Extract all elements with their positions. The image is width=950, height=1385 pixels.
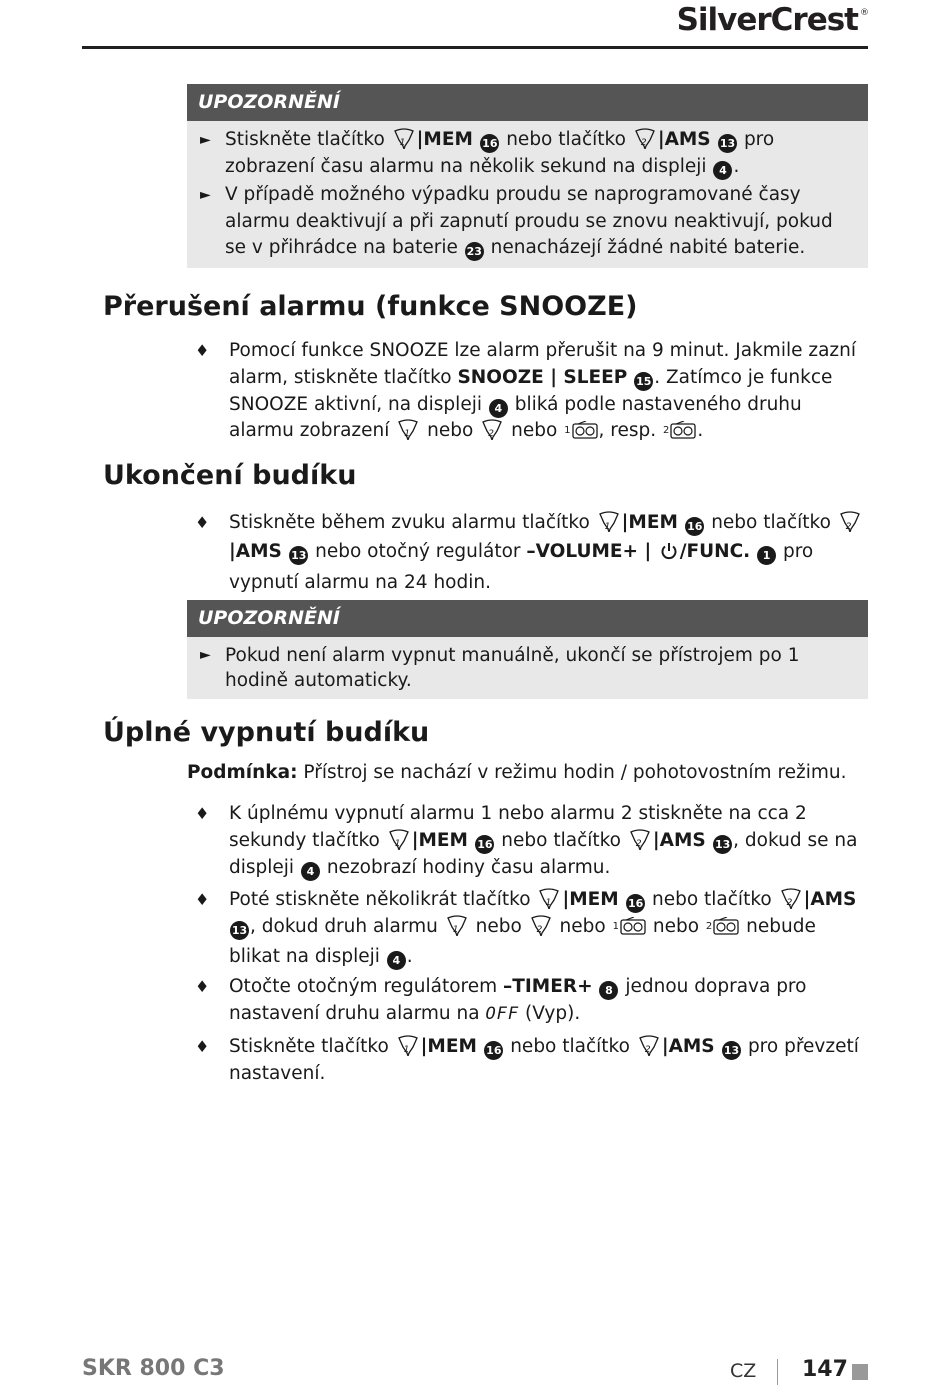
diamond-bullet-icon: ♦ [195, 341, 210, 360]
diamond-bullet-icon: ♦ [195, 513, 210, 532]
registered-mark: ® [860, 8, 868, 18]
footer-divider [777, 1359, 778, 1385]
footer-model: SKR 800 C3 [82, 1356, 225, 1381]
brand-logo [677, 2, 868, 38]
ref-8-icon: 8 [599, 981, 618, 1000]
note-item: ► Stiskněte tlačítko 1 |MEM 16 nebo tlačítko 2 |AMS 13 pro zobrazení času alarmu na několik sekund na displeji 4 . [197, 127, 854, 180]
note-item: ► Pokud není alarm vypnut manuálně, ukončí se přístrojem po 1 hodině automaticky. [200, 645, 800, 691]
ref-16-icon: 16 [475, 835, 494, 854]
triangle-bullet-icon: ► [200, 647, 211, 663]
list-item: ♦ Poté stiskněte několikrát tlačítko 1 |MEM 16 nebo tlačítko 2 |AMS 13 , dokud druh alarmu 1 nebo 2 nebo $^1$ nebo $^2$ nebude blikat na displeji 4 . [229, 887, 869, 970]
note-title: UPOZORNĚNÍ [187, 84, 868, 121]
alarm2-bell-icon: 2 [628, 828, 652, 850]
ref-16-icon: 16 [626, 894, 645, 913]
ref-4-icon: 4 [489, 399, 508, 418]
note-item: ► V případě možného výpadku proudu se naprogramované časy alarmu deaktivují a při zapnutí proudu se znovu neaktivují, pokud se v přihrádce na baterie 23 nenacházejí žádné nabité baterie. [197, 182, 854, 262]
alarm2-bell-icon: 2 [633, 127, 657, 149]
ref-4-icon: 4 [301, 862, 320, 881]
alarm1-bell-icon: 1 [396, 1034, 420, 1056]
alarm2-bell-icon: 2 [838, 510, 862, 532]
ref-16-icon: 16 [480, 134, 499, 153]
footer-square-icon [852, 1364, 868, 1380]
page-number: 147 [802, 1357, 848, 1382]
condition-line: Podmínka: Přístroj se nachází v režimu hodin / pohotovostním režimu. [187, 762, 847, 783]
alarm1-bell-icon: 1 [537, 887, 561, 909]
triangle-bullet-icon: ► [200, 132, 211, 148]
note-title: UPOZORNĚNÍ [187, 600, 868, 637]
list-item: ♦ K úplnému vypnutí alarmu 1 nebo alarmu 2 stiskněte na cca 2 sekundy tlačítko 1 |MEM 16 nebo tlačítko 2 |AMS 13 , dokud se na displeji 4 nezobrazí hodiny času alarmu. [229, 801, 869, 881]
alarm1-bell-icon: 1 [445, 914, 469, 936]
alarm2-bell-icon: 2 [779, 887, 803, 909]
note-box-1 [187, 84, 868, 268]
ref-4-icon: 4 [713, 161, 732, 180]
section-heading-full-off: Úplné vypnutí budíku [103, 717, 430, 748]
alarm1-bell-icon: 1 [387, 828, 411, 850]
alarm1-bell-icon: 1 [597, 510, 621, 532]
triangle-bullet-icon: ► [200, 187, 211, 203]
radio1-icon: 1 [613, 914, 646, 944]
ref-4-icon: 4 [387, 951, 406, 970]
list-item: ♦ Otočte otočným regulátorem –TIMER+ 8 jednou doprava pro nastavení druhu alarmu na OFF (Vyp). [195, 976, 807, 1024]
ref-16-icon: 16 [685, 517, 704, 536]
list-item: ♦ Pomocí funkce SNOOZE lze alarm přerušit na 9 minut. Jakmile zazní alarm, stiskněte tlačítko SNOOZE | SLEEP 15 . Zatímco je funkce SNOOZE aktivní, na displeji 4 bliká podle nastaveného druhu alarmu zobrazení 1 nebo 2 nebo $^1$ , resp. $^2$ . [229, 338, 869, 448]
alarm1-bell-icon: 1 [392, 127, 416, 149]
ref-23-icon: 23 [465, 242, 484, 261]
ref-15-icon: 15 [634, 372, 653, 391]
condition-label: Podmínka: [187, 762, 298, 783]
ref-16-icon: 16 [484, 1041, 503, 1060]
lcd-off-text: OFF [485, 1003, 520, 1024]
radio2-icon: 2 [663, 418, 696, 448]
section-heading-end-alarm: Ukončení budíku [103, 460, 357, 491]
ref-1-icon: 1 [757, 546, 776, 565]
diamond-bullet-icon: ♦ [195, 890, 210, 909]
brand-name: SilverCrest [676, 2, 858, 38]
alarm2-bell-icon: 2 [529, 914, 553, 936]
note-box-2 [187, 600, 868, 699]
ref-13-icon: 13 [713, 835, 732, 854]
list-item: ♦ Stiskněte tlačítko 1 |MEM 16 nebo tlačítko 2 |AMS 13 pro převzetí nastavení. [195, 1036, 859, 1084]
alarm1-bell-icon: 1 [396, 418, 420, 440]
power-icon [660, 541, 678, 570]
diamond-bullet-icon: ♦ [195, 1037, 210, 1056]
alarm2-bell-icon: 2 [480, 418, 504, 440]
section-heading-snooze: Přerušení alarmu (funkce SNOOZE) [103, 291, 638, 322]
alarm2-bell-icon: 2 [637, 1034, 661, 1056]
radio2-icon: 2 [706, 914, 739, 944]
diamond-bullet-icon: ♦ [195, 804, 210, 823]
header-rule [82, 46, 868, 49]
list-item: ♦ Stiskněte během zvuku alarmu tlačítko 1 |MEM 16 nebo tlačítko 2 |AMS 13 nebo otočný regulátor –VOLUME+ | /FUNC. 1 pro vypnutí alarmu na 24 hodin. [229, 509, 869, 598]
radio1-icon: 1 [564, 418, 597, 448]
footer-language: CZ [730, 1360, 757, 1382]
ref-13-icon: 13 [722, 1041, 741, 1060]
ref-13-icon: 13 [230, 921, 249, 940]
diamond-bullet-icon: ♦ [195, 977, 210, 996]
ref-13-icon: 13 [289, 546, 308, 565]
ref-13-icon: 13 [718, 134, 737, 153]
